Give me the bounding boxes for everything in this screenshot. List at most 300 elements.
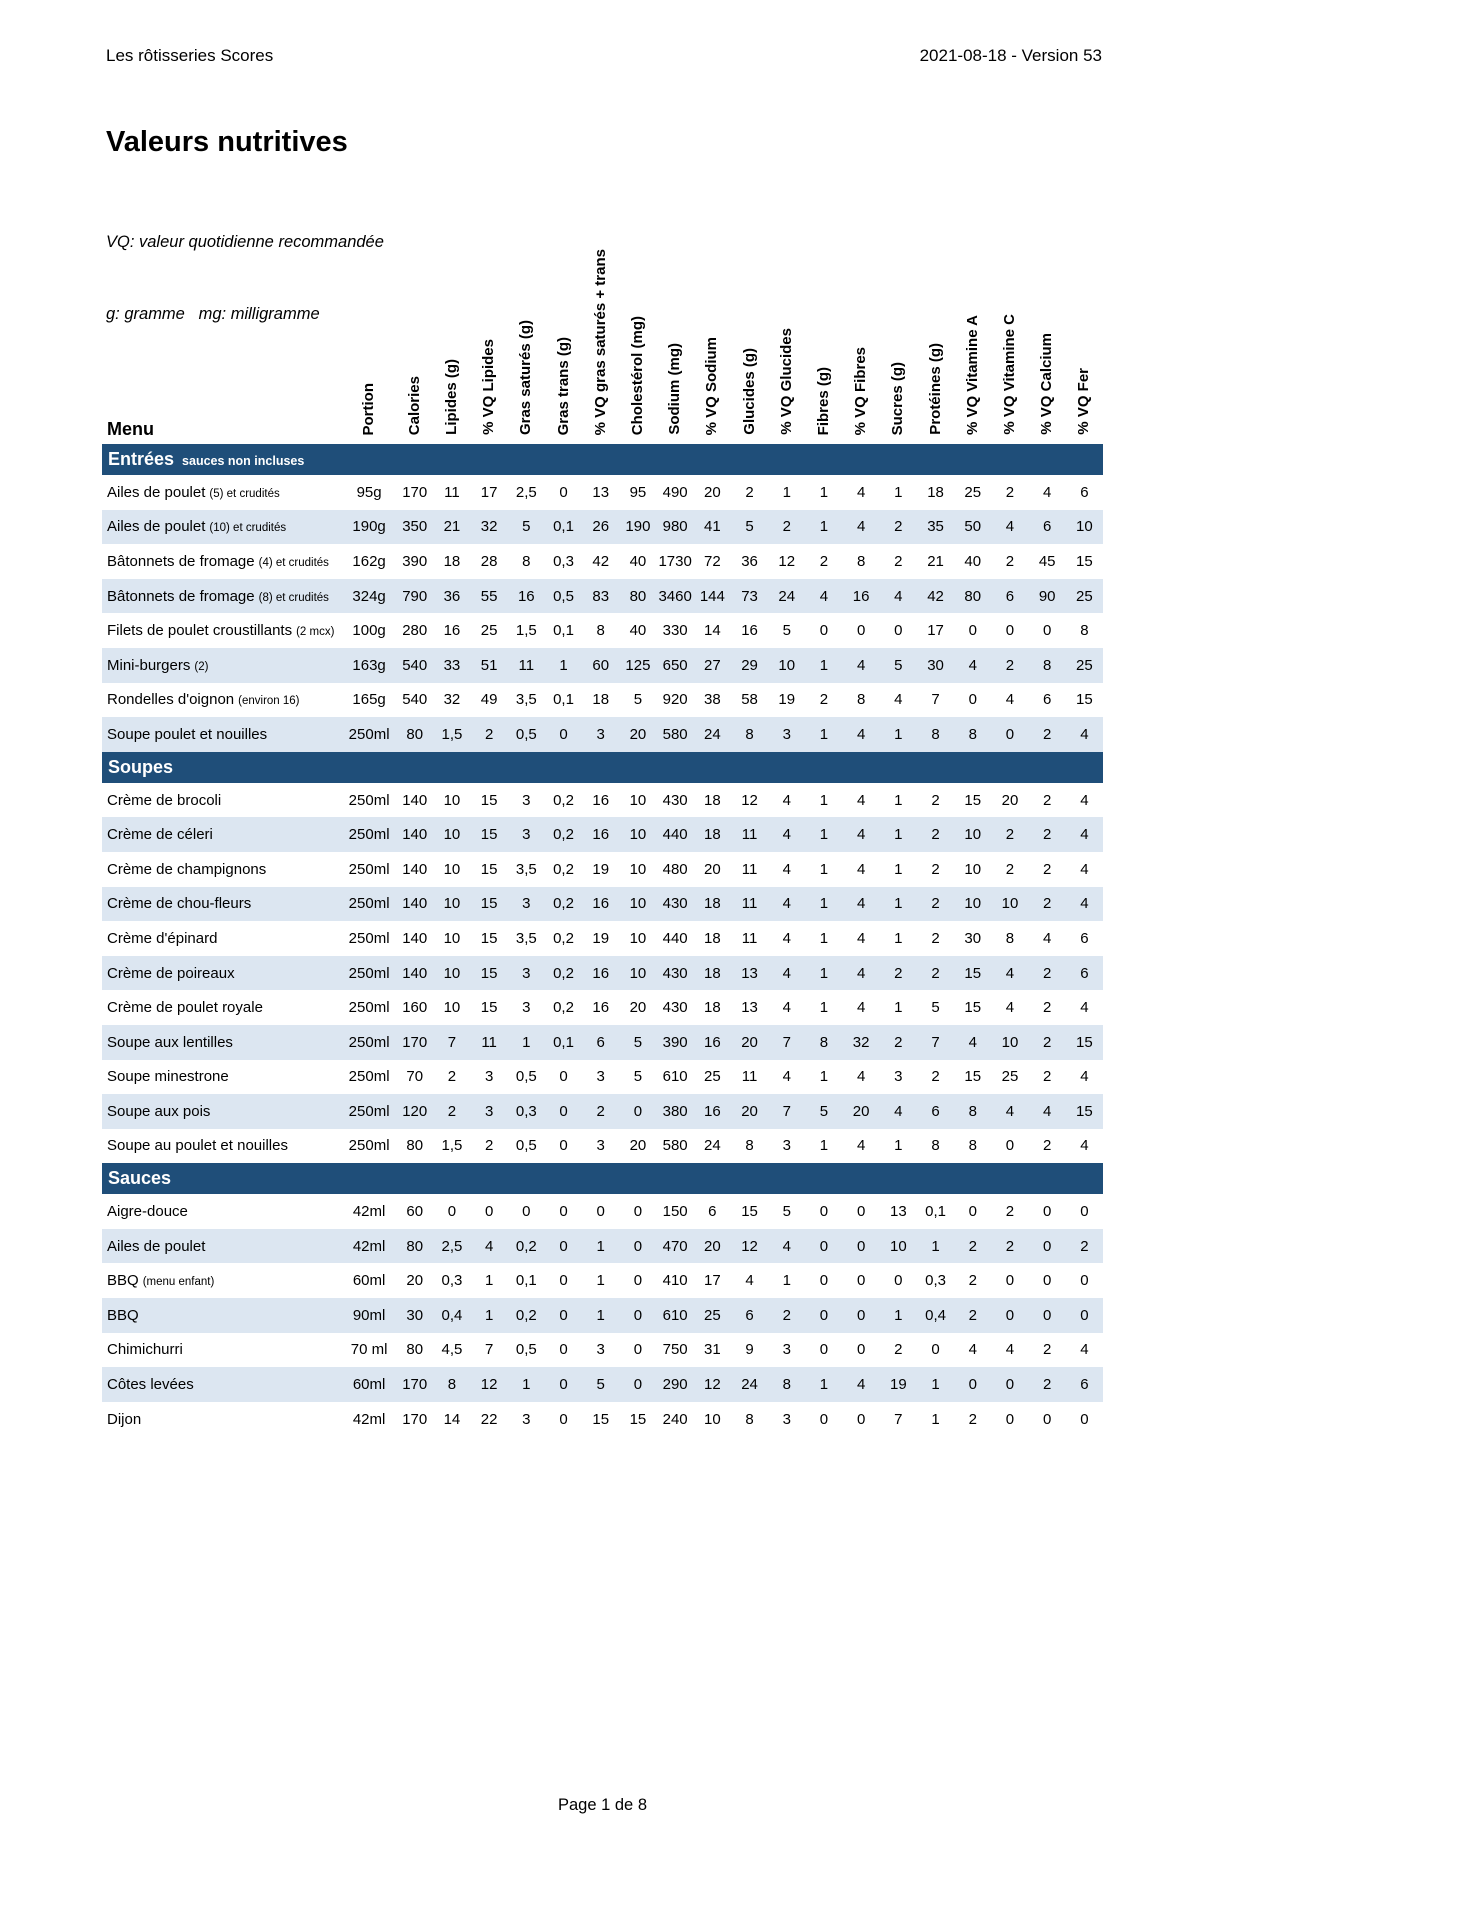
nutrition-value: 5 — [880, 648, 917, 683]
nutrition-value: 7 — [484, 1341, 494, 1359]
section-sauces — [102, 1163, 1103, 1436]
menu-item-name — [102, 1367, 342, 1402]
column-header-label: Sucres (g) — [889, 361, 907, 435]
nutrition-value: 410 — [662, 1272, 688, 1290]
nutrition-value: 0 — [843, 1229, 880, 1264]
nutrition-value: 8 — [745, 1137, 754, 1155]
legend-line-units: g: gramme mg: milligramme — [106, 305, 320, 323]
table-head — [102, 240, 1103, 444]
nutrition-value: 2 — [931, 1068, 940, 1086]
column-header-label: Gras saturés (g) — [517, 319, 535, 435]
nutrition-value: 10 — [443, 999, 461, 1017]
menu-item-name — [102, 852, 342, 887]
nutrition-value: 4 — [856, 483, 866, 501]
menu-item-label: Ailes de poulet — [107, 518, 206, 536]
nutrition-value: 18 — [703, 999, 721, 1017]
nutrition-value: 2 — [1029, 1367, 1066, 1402]
menu-item-note: (4) et crudités — [258, 556, 329, 569]
table-row — [102, 683, 1103, 718]
menu-item-name — [102, 613, 342, 648]
document-header — [106, 46, 1102, 66]
nutrition-value: 0 — [559, 1203, 568, 1221]
nutrition-value: 11 — [731, 817, 768, 852]
nutrition-value: 4 — [768, 887, 805, 922]
nutrition-value: 0,2 — [508, 1298, 545, 1333]
nutrition-value: 70 ml — [350, 1341, 388, 1359]
nutrition-value: 1 — [819, 860, 829, 878]
nutrition-value: 20 — [731, 1025, 768, 1060]
nutrition-value: 24 — [731, 1367, 768, 1402]
nutrition-value: 4 — [991, 510, 1028, 545]
nutrition-value: 16 — [694, 1094, 731, 1129]
nutrition-value: 2 — [917, 887, 954, 922]
nutrition-value: 1730 — [658, 552, 692, 570]
nutrition-value: 45 — [1038, 552, 1056, 570]
column-header-label: Portion — [360, 382, 378, 435]
menu-item-name — [102, 1060, 342, 1095]
nutrition-value: 2 — [1042, 1341, 1052, 1359]
nutrition-value: 11 — [741, 929, 758, 947]
nutrition-value: 2 — [931, 791, 940, 809]
nutrition-value: 40 — [964, 552, 982, 570]
nutrition-value: 16 — [694, 1025, 731, 1060]
nutrition-value: 49 — [480, 691, 498, 709]
table-row — [102, 817, 1103, 852]
nutrition-value: 3 — [894, 1068, 903, 1086]
table-row — [102, 613, 1103, 648]
nutrition-value: 10 — [629, 929, 647, 947]
nutrition-value: 4 — [1080, 860, 1089, 878]
nutrition-value: 120 — [396, 1094, 433, 1129]
nutrition-table — [102, 240, 1103, 1436]
table-row — [102, 1025, 1103, 1060]
menu-item-label: Ailes de poulet — [107, 1237, 206, 1255]
section-title: Soupes — [108, 756, 174, 777]
nutrition-value: 0,2 — [553, 929, 574, 947]
nutrition-value: 15 — [1066, 1025, 1103, 1060]
nutrition-value: 80 — [396, 717, 433, 752]
nutrition-value: 4 — [745, 1272, 754, 1290]
nutrition-value: 4 — [843, 717, 880, 752]
nutrition-value: 280 — [402, 622, 428, 640]
nutrition-value: 3460 — [657, 579, 694, 614]
nutrition-value: 16 — [582, 956, 619, 991]
column-header-vq-gras-satur-s-trans — [582, 240, 619, 444]
nutrition-value: 1 — [894, 1137, 903, 1155]
nutrition-value: 250ml — [348, 860, 390, 878]
section-soupes — [102, 752, 1103, 1164]
column-header-label: % VQ Fibres — [852, 346, 870, 435]
nutrition-value: 2 — [819, 691, 829, 709]
nutrition-value: 41 — [694, 510, 731, 545]
nutrition-value: 2,5 — [433, 1229, 470, 1264]
section-entr-es — [102, 444, 1103, 752]
table-row — [102, 1194, 1103, 1229]
nutrition-value: 60ml — [352, 1272, 386, 1290]
menu-item-label: Crème de poulet royale — [107, 999, 263, 1017]
nutrition-value: 0 — [484, 1203, 494, 1221]
nutrition-value: 15 — [480, 791, 498, 809]
nutrition-value: 11 — [471, 1025, 508, 1060]
nutrition-value: 390 — [402, 552, 428, 570]
nutrition-value: 30 — [396, 1298, 433, 1333]
section-note: sauces non incluses — [182, 454, 305, 468]
menu-item-note: (10) et crudités — [209, 522, 287, 535]
nutrition-value: 330 — [662, 622, 688, 640]
nutrition-value: 32 — [843, 1025, 880, 1060]
nutrition-value: 19 — [778, 691, 796, 709]
nutrition-value: 540 — [396, 648, 433, 683]
nutrition-value: 3 — [782, 1341, 791, 1359]
menu-item-label: Chimichurri — [107, 1341, 183, 1359]
nutrition-value: 4 — [856, 860, 866, 878]
nutrition-value: 1 — [931, 1410, 940, 1428]
nutrition-value: 0,2 — [553, 999, 574, 1017]
column-header-prot-ines-g — [917, 240, 954, 444]
table-row — [102, 510, 1103, 545]
nutrition-value: 1 — [917, 1229, 954, 1264]
nutrition-value: 4 — [1042, 483, 1052, 501]
nutrition-value: 0 — [991, 717, 1028, 752]
nutrition-value: 1,5 — [515, 622, 537, 640]
menu-item-label: Soupe poulet et nouilles — [107, 725, 268, 743]
nutrition-value: 2 — [968, 1410, 977, 1428]
nutrition-value: 1 — [894, 483, 903, 501]
nutrition-value: 19 — [592, 929, 610, 947]
nutrition-value: 1 — [805, 648, 842, 683]
menu-item-label: BBQ — [107, 1272, 139, 1290]
nutrition-value: 8 — [768, 1367, 805, 1402]
nutrition-value: 0 — [559, 1410, 568, 1428]
table-row — [102, 1129, 1103, 1164]
column-header-label: Calories — [405, 375, 423, 435]
nutrition-value: 11 — [741, 1068, 758, 1086]
nutrition-value: 6 — [1080, 929, 1089, 947]
nutrition-value: 0,3 — [925, 1272, 946, 1290]
menu-item-name — [102, 510, 342, 545]
nutrition-value: 36 — [433, 579, 470, 614]
nutrition-value: 580 — [662, 1137, 688, 1155]
section-header-cell — [102, 444, 1103, 475]
nutrition-value: 0 — [856, 1410, 866, 1428]
nutrition-value: 8 — [522, 552, 531, 570]
menu-item-label: Mini-burgers — [107, 656, 191, 674]
nutrition-value: 8 — [968, 1137, 977, 1155]
nutrition-value: 14 — [703, 622, 721, 640]
nutrition-value: 0 — [545, 1367, 582, 1402]
nutrition-value: 20 — [731, 1094, 768, 1129]
nutrition-value: 1 — [894, 791, 903, 809]
table-row — [102, 717, 1103, 752]
nutrition-value: 3 — [508, 887, 545, 922]
nutrition-value: 0 — [856, 1203, 866, 1221]
nutrition-value: 4 — [843, 887, 880, 922]
nutrition-value: 4 — [1080, 1341, 1089, 1359]
table-row — [102, 648, 1103, 683]
nutrition-value: 6 — [708, 1203, 717, 1221]
nutrition-value: 10 — [443, 860, 461, 878]
nutrition-value: 3 — [596, 1341, 605, 1359]
nutrition-value: 790 — [396, 579, 433, 614]
nutrition-value: 0 — [1029, 1229, 1066, 1264]
menu-item-label: Soupe minestrone — [107, 1068, 229, 1086]
nutrition-value: 2 — [880, 510, 917, 545]
nutrition-value: 2 — [1005, 483, 1015, 501]
nutrition-value: 2 — [745, 483, 754, 501]
nutrition-value: 80 — [619, 579, 656, 614]
nutrition-value: 2 — [1005, 1203, 1015, 1221]
nutrition-value: 0 — [1005, 1410, 1015, 1428]
nutrition-value: 15 — [954, 956, 991, 991]
nutrition-value: 3 — [782, 1137, 791, 1155]
nutrition-value: 13 — [890, 1203, 907, 1221]
section-header-cell — [102, 752, 1103, 783]
column-header-label: Cholestérol (mg) — [628, 315, 646, 435]
nutrition-value: 4 — [856, 929, 866, 947]
nutrition-value: 0 — [545, 717, 582, 752]
nutrition-value: 0,5 — [545, 579, 582, 614]
nutrition-value: 1 — [880, 717, 917, 752]
nutrition-value: 4 — [471, 1229, 508, 1264]
nutrition-value: 16 — [582, 817, 619, 852]
nutrition-value: 60 — [582, 648, 619, 683]
nutrition-value: 18 — [703, 791, 721, 809]
nutrition-value: 10 — [991, 1025, 1028, 1060]
column-header-cholest-rol-mg — [619, 240, 656, 444]
nutrition-value: 1 — [805, 956, 842, 991]
menu-item-name — [102, 648, 342, 683]
nutrition-value: 2 — [768, 510, 805, 545]
nutrition-value: 22 — [480, 1410, 498, 1428]
nutrition-value: 8 — [596, 622, 605, 640]
menu-item-note: (menu enfant) — [142, 1276, 215, 1289]
nutrition-value: 0,5 — [515, 1341, 537, 1359]
nutrition-value: 42ml — [352, 1410, 386, 1428]
nutrition-value: 2 — [931, 860, 940, 878]
nutrition-value: 3 — [522, 791, 531, 809]
column-header-label: % VQ Sodium — [703, 336, 721, 435]
nutrition-value: 0 — [1080, 1410, 1089, 1428]
nutrition-value: 20 — [619, 717, 656, 752]
nutrition-value: 170 — [402, 1410, 428, 1428]
nutrition-value: 580 — [657, 717, 694, 752]
nutrition-value: 4 — [1080, 1137, 1089, 1155]
nutrition-value: 80 — [406, 1137, 424, 1155]
nutrition-value: 51 — [471, 648, 508, 683]
nutrition-value: 0 — [819, 1203, 829, 1221]
menu-item-name — [102, 1402, 342, 1437]
menu-item-name — [102, 817, 342, 852]
nutrition-value: 3 — [768, 717, 805, 752]
section-header-soupes — [102, 752, 1103, 783]
nutrition-value: 10 — [433, 817, 470, 852]
menu-item-name — [102, 1129, 342, 1164]
nutrition-value: 20 — [703, 860, 721, 878]
nutrition-value: 4 — [782, 791, 791, 809]
nutrition-value: 5 — [782, 622, 791, 640]
nutrition-value: 2 — [917, 817, 954, 852]
nutrition-value: 60ml — [342, 1367, 396, 1402]
nutrition-value: 1 — [819, 1137, 829, 1155]
nutrition-value: 1 — [582, 1229, 619, 1264]
column-header-vq-fer — [1066, 240, 1103, 444]
nutrition-value: 4 — [1042, 929, 1052, 947]
menu-item-name — [102, 1298, 342, 1333]
nutrition-value: 0 — [1080, 1272, 1089, 1290]
nutrition-value: 50 — [954, 510, 991, 545]
nutrition-value: 40 — [629, 622, 647, 640]
nutrition-value: 0,1 — [553, 622, 574, 640]
nutrition-value: 0 — [633, 1203, 643, 1221]
nutrition-value: 5 — [931, 999, 940, 1017]
nutrition-value: 4 — [843, 956, 880, 991]
nutrition-value: 250ml — [348, 791, 390, 809]
menu-item-label: Ailes de poulet — [107, 483, 206, 501]
menu-item-name — [102, 579, 342, 614]
nutrition-value: 18 — [694, 956, 731, 991]
nutrition-value: 2 — [894, 1341, 903, 1359]
nutrition-value: 3 — [484, 1068, 494, 1086]
nutrition-value: 7 — [931, 691, 940, 709]
nutrition-value: 30 — [917, 648, 954, 683]
nutrition-value: 3 — [522, 1410, 531, 1428]
table-row — [102, 990, 1103, 1025]
nutrition-value: 2 — [433, 1094, 470, 1129]
nutrition-value: 8 — [1005, 929, 1015, 947]
nutrition-value: 11 — [731, 887, 768, 922]
nutrition-value: 440 — [662, 929, 688, 947]
nutrition-table-wrapper — [102, 240, 1103, 1436]
nutrition-value: 3 — [508, 956, 545, 991]
menu-item-note: (environ 16) — [238, 695, 300, 708]
nutrition-value: 250ml — [348, 929, 390, 947]
nutrition-value: 140 — [396, 817, 433, 852]
menu-item-label: Bâtonnets de fromage — [107, 587, 255, 605]
nutrition-value: 4 — [843, 510, 880, 545]
nutrition-value: 0 — [856, 1341, 866, 1359]
nutrition-value: 250ml — [348, 1068, 390, 1086]
nutrition-value: 13 — [731, 956, 768, 991]
nutrition-value: 1 — [819, 791, 829, 809]
nutrition-value: 60 — [406, 1203, 424, 1221]
nutrition-value: 0 — [968, 1203, 977, 1221]
nutrition-value: 25 — [694, 1298, 731, 1333]
nutrition-value: 5 — [619, 1025, 656, 1060]
nutrition-value: 290 — [657, 1367, 694, 1402]
nutrition-value: 190g — [342, 510, 396, 545]
nutrition-value: 83 — [582, 579, 619, 614]
nutrition-value: 1 — [880, 817, 917, 852]
menu-item-note: (8) et crudités — [258, 591, 329, 604]
nutrition-value: 10 — [619, 887, 656, 922]
nutrition-value: 20 — [629, 999, 647, 1017]
nutrition-value: 4 — [1080, 999, 1089, 1017]
nutrition-value: 90ml — [342, 1298, 396, 1333]
menu-item-name — [102, 1229, 342, 1264]
nutrition-value: 0 — [559, 1272, 568, 1290]
nutrition-value: 10 — [954, 817, 991, 852]
nutrition-value: 7 — [917, 1025, 954, 1060]
nutrition-value: 4 — [991, 1094, 1028, 1129]
section-header-entr-es — [102, 444, 1103, 475]
nutrition-value: 6 — [1042, 691, 1052, 709]
nutrition-value: 38 — [703, 691, 721, 709]
nutrition-value: 5 — [731, 510, 768, 545]
nutrition-value: 4 — [1066, 887, 1103, 922]
nutrition-value: 72 — [703, 552, 721, 570]
menu-item-label: BBQ — [107, 1306, 139, 1324]
nutrition-value: 0 — [545, 1094, 582, 1129]
table-row — [102, 1229, 1103, 1264]
nutrition-value: 70 — [406, 1068, 424, 1086]
nutrition-value: 1 — [805, 1367, 842, 1402]
nutrition-value: 29 — [731, 648, 768, 683]
nutrition-value: 190 — [619, 510, 656, 545]
nutrition-value: 1,5 — [441, 1137, 463, 1155]
nutrition-value: 17 — [703, 1272, 721, 1290]
column-header-label: Protéines (g) — [926, 343, 944, 435]
nutrition-value: 8 — [856, 552, 866, 570]
nutrition-value: 16 — [741, 622, 758, 640]
nutrition-value: 8 — [917, 717, 954, 752]
table-row — [102, 852, 1103, 887]
nutrition-value: 0,4 — [917, 1298, 954, 1333]
nutrition-value: 0 — [559, 1068, 568, 1086]
nutrition-value: 10 — [433, 887, 470, 922]
nutrition-value: 610 — [662, 1068, 688, 1086]
menu-item-name — [102, 887, 342, 922]
nutrition-value: 0 — [1005, 622, 1015, 640]
menu-item-label: Aigre-douce — [107, 1203, 188, 1221]
nutrition-value: 8 — [954, 1094, 991, 1129]
column-header-vq-glucides — [768, 240, 805, 444]
nutrition-value: 4,5 — [441, 1341, 463, 1359]
nutrition-value: 4 — [1005, 1341, 1015, 1359]
nutrition-value: 11 — [444, 483, 460, 501]
nutrition-value: 35 — [917, 510, 954, 545]
nutrition-value: 10 — [443, 929, 461, 947]
nutrition-value: 20 — [694, 1229, 731, 1264]
nutrition-value: 650 — [657, 648, 694, 683]
nutrition-value: 0,3 — [508, 1094, 545, 1129]
nutrition-value: 7 — [768, 1094, 805, 1129]
nutrition-value: 32 — [443, 691, 461, 709]
nutrition-value: 2 — [1042, 791, 1052, 809]
nutrition-value: 21 — [927, 552, 944, 570]
nutrition-value: 4 — [1080, 791, 1089, 809]
nutrition-value: 0 — [954, 1367, 991, 1402]
nutrition-value: 12 — [471, 1367, 508, 1402]
nutrition-value: 55 — [471, 579, 508, 614]
nutrition-value: 1,5 — [433, 717, 470, 752]
nutrition-value: 25 — [1001, 1068, 1019, 1086]
nutrition-value: 10 — [433, 956, 470, 991]
nutrition-value: 42ml — [352, 1203, 386, 1221]
nutrition-value: 15 — [741, 1203, 758, 1221]
nutrition-value: 27 — [694, 648, 731, 683]
nutrition-value: 0 — [991, 1367, 1028, 1402]
menu-item-name — [102, 956, 342, 991]
menu-item-label: Côtes levées — [107, 1376, 194, 1394]
nutrition-value: 42ml — [342, 1229, 396, 1264]
nutrition-value: 390 — [657, 1025, 694, 1060]
table-row — [102, 475, 1103, 510]
nutrition-value: 0 — [1066, 1298, 1103, 1333]
nutrition-value: 0 — [1042, 622, 1052, 640]
nutrition-value: 1 — [894, 999, 903, 1017]
nutrition-value: 5 — [633, 1068, 643, 1086]
nutrition-value: 490 — [662, 483, 688, 501]
